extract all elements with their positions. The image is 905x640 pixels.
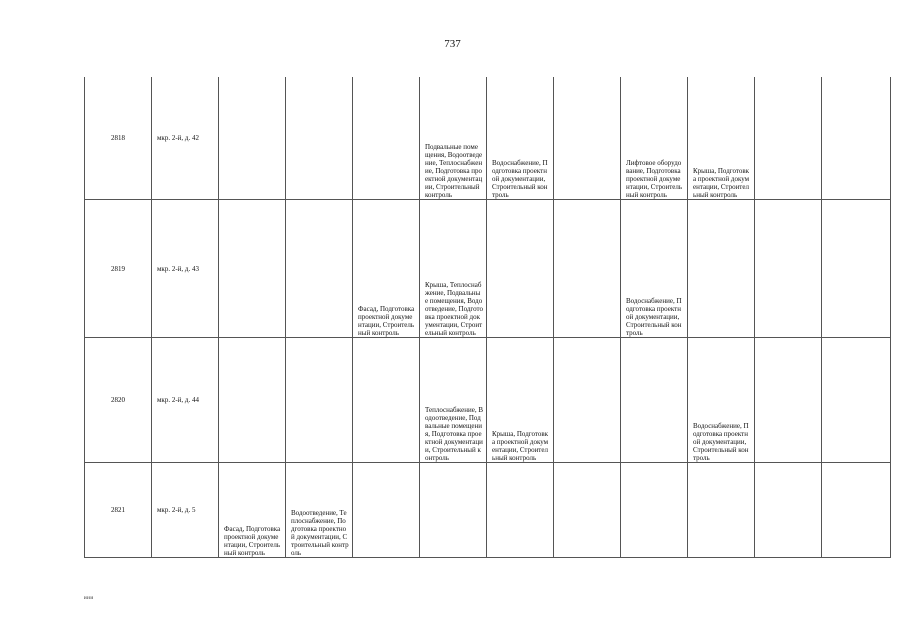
work-cell [353, 463, 420, 558]
work-cell [420, 463, 487, 558]
row-address: мкр. 2-й, д. 5 [152, 463, 219, 558]
work-cell [554, 338, 621, 463]
work-cell [554, 77, 621, 200]
work-cell [219, 77, 286, 200]
work-cell [688, 200, 755, 338]
work-cell [822, 463, 891, 558]
row-number: 2820 [85, 338, 152, 463]
work-cell [219, 338, 286, 463]
repair-schedule-table [84, 77, 891, 558]
work-cell: Крыша, Подготовка проектной документации, Строительный контроль [487, 338, 554, 463]
work-cell [487, 200, 554, 338]
row-number: 2819 [85, 200, 152, 338]
work-cell [822, 338, 891, 463]
page-number: 737 [444, 38, 461, 50]
work-cell [755, 338, 822, 463]
work-cell [487, 463, 554, 558]
work-cell [286, 77, 353, 200]
table-row [85, 200, 891, 338]
work-cell: Фасад, Подготовка проектной документации, Строительный контроль [353, 200, 420, 338]
work-cell: Теплоснабжение, Водоотведение, Подвальные помещения, Подготовка проектной документации, Строительный контроль [420, 338, 487, 463]
row-address: мкр. 2-й, д. 43 [152, 200, 219, 338]
work-cell [286, 200, 353, 338]
work-cell [554, 200, 621, 338]
table-row [85, 463, 891, 558]
row-number: 2821 [85, 463, 152, 558]
row-address: мкр. 2-й, д. 44 [152, 338, 219, 463]
work-cell: Водоснабжение, Подготовка проектной документации, Строительный контроль [487, 77, 554, 200]
work-cell [822, 200, 891, 338]
work-cell: Подвальные помещения, Водоотведение, Теплоснабжение, Подготовка проектной документации, Строительный контроль [420, 77, 487, 200]
work-cell [353, 77, 420, 200]
work-cell [219, 200, 286, 338]
row-address: мкр. 2-й, д. 42 [152, 77, 219, 200]
work-cell: Фасад, Подготовка проектной документации, Строительный контроль [219, 463, 286, 558]
work-cell [755, 200, 822, 338]
work-cell [621, 338, 688, 463]
work-cell [822, 77, 891, 200]
work-cell [286, 338, 353, 463]
table-row [85, 338, 891, 463]
work-cell: Водоотведение, Теплоснабжение, Подготовка проектной документации, Строительный контроль [286, 463, 353, 558]
footer-mark: иии [84, 596, 94, 601]
work-cell: Водоснабжение, Подготовка проектной документации, Строительный контроль [688, 338, 755, 463]
work-cell: Крыша, Подготовка проектной документации, Строительный контроль [688, 77, 755, 200]
work-cell [755, 77, 822, 200]
work-cell [688, 463, 755, 558]
work-cell: Водоснабжение, Подготовка проектной документации, Строительный контроль [621, 200, 688, 338]
work-cell [621, 463, 688, 558]
work-cell [554, 463, 621, 558]
work-cell [353, 338, 420, 463]
work-cell: Лифтовое оборудование, Подготовка проектной документации, Строительный контроль [621, 77, 688, 200]
table-row [85, 77, 891, 200]
row-number: 2818 [85, 77, 152, 200]
work-cell: Крыша, Теплоснабжение, Подвальные помещения, Водоотведение, Подготовка проектной документации, Строительный контроль [420, 200, 487, 338]
work-cell [755, 463, 822, 558]
